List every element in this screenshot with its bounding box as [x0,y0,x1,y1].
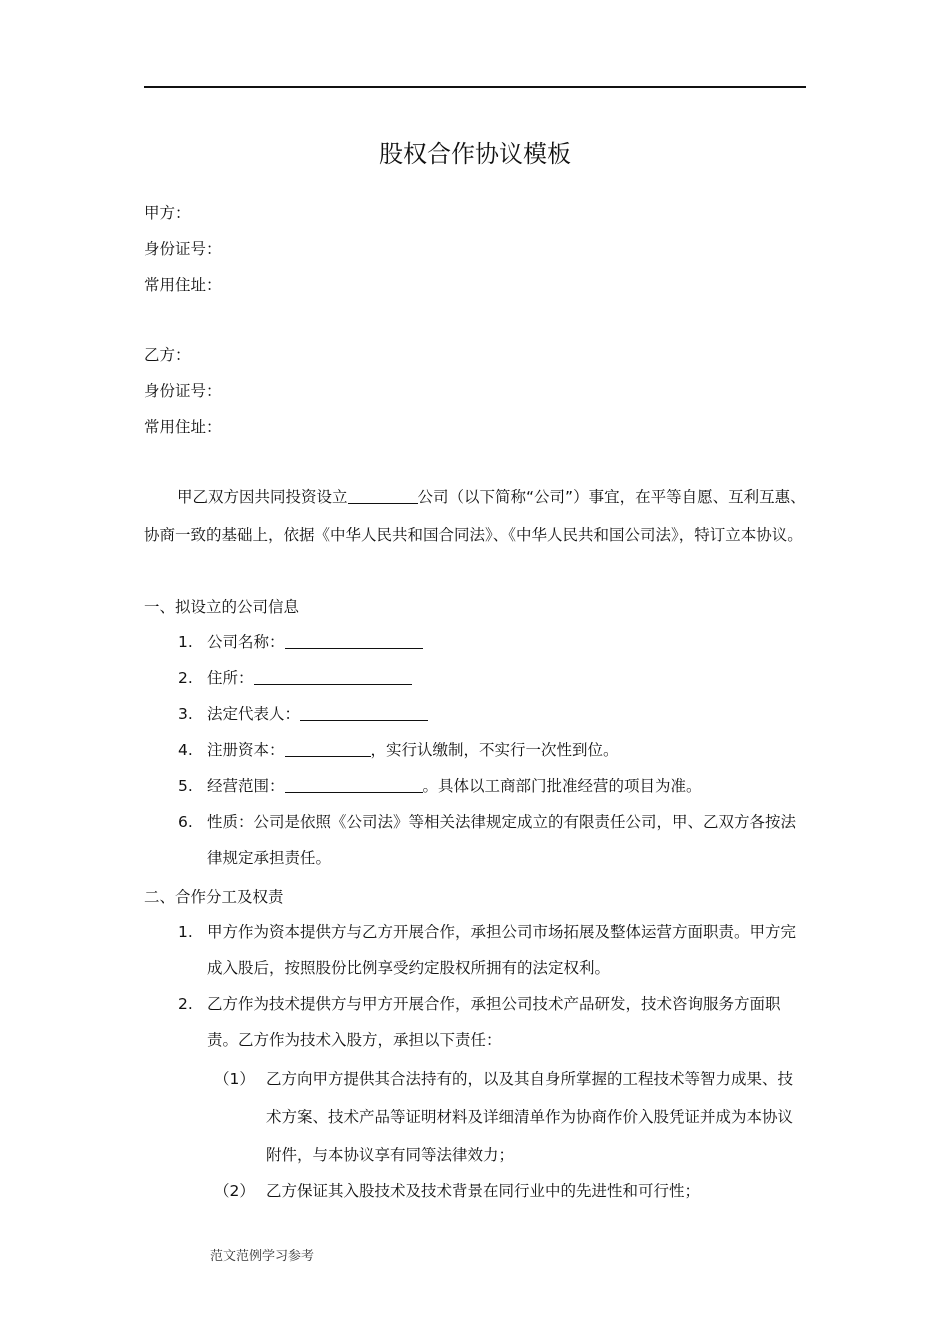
page-footer: 范文范例学习参考 [210,1249,315,1264]
subitem-text: 乙方向甲方提供其合法持有的，以及其自身所掌握的工程技术等智力成果、技术方案、技术产品等证明材料及详细清单作为协商作价入股凭证并成为本协议附件，与本协议享有同等法律效力； [266,1070,794,1164]
party-b-label: 乙方： [144,346,191,364]
item-text: 乙方作为技术提供方与甲方开展合作，承担公司技术产品研发，技术咨询服务方面职责。乙方作为技术入股方，承担以下责任： [207,995,781,1049]
fill-blank [300,704,428,721]
item-number: 2. [178,995,193,1013]
item-number: 2. [178,669,193,687]
section2-subitem [214,1172,806,1210]
section2-item [178,914,806,986]
party-b-address-label: 常用住址： [144,418,222,436]
section1-item [178,732,806,768]
party-a-label: 甲方： [144,204,191,222]
intro-text-2: 公司（以下简称“公司”）事宜，在平等自愿、互利互惠、协商一致的基础上，依据《中华人民共和国合同法》、《中华人民共和国公司法》，特订立本协议。 [144,488,806,544]
section2-item [178,986,806,1058]
item-label: 法定代表人： [207,705,301,723]
item-number: 5. [178,777,193,795]
item-number: 1. [178,923,193,941]
section1-item [178,768,806,804]
section1-item [178,804,806,876]
fill-blank [285,776,423,793]
item-number: 1. [178,633,193,651]
item-label: 公司名称： [207,633,285,651]
section1-item [178,696,806,732]
party-a-address-label: 常用住址： [144,276,222,294]
subitem-number: （2） [214,1182,255,1200]
subitem-number: （1） [214,1070,255,1088]
company-name-blank [348,487,418,504]
item-number: 6. [178,813,193,831]
section2-subitem [214,1060,806,1174]
item-text: 性质：公司是依照《公司法》等相关法律规定成立的有限责任公司，甲、乙双方各按法律规定承担责任。 [207,813,797,867]
party-b-id-label: 身份证号： [144,382,222,400]
item-text: 甲方作为资本提供方与乙方开展合作，承担公司市场拓展及整体运营方面职责。甲方完成入股后，按照股份比例享受约定股权所拥有的法定权利。 [207,923,797,977]
section1-heading: 一、拟设立的公司信息 [144,598,300,616]
item-label: 经营范围： [207,777,285,795]
item-label: 住所： [207,669,254,687]
header-rule [144,86,806,88]
section2-heading: 二、合作分工及权责 [144,888,284,906]
item-label: 注册资本： [207,741,285,759]
fill-blank [254,668,412,685]
fill-blank [285,632,423,649]
party-a-id-label: 身份证号： [144,240,222,258]
document-title: 股权合作协议模板 [379,140,571,168]
section1-item [178,660,806,696]
item-number: 4. [178,741,193,759]
intro-text-1: 甲乙双方因共同投资设立 [177,488,348,506]
item-suffix: 。具体以工商部门批准经营的项目为准。 [422,777,702,795]
intro-paragraph [144,478,806,554]
fill-blank [285,740,371,757]
section1-item [178,624,806,660]
subitem-text: 乙方保证其入股技术及技术背景在同行业中的先进性和可行性； [266,1182,701,1200]
item-suffix: ，实行认缴制，不实行一次性到位。 [370,741,619,759]
item-number: 3. [178,705,193,723]
